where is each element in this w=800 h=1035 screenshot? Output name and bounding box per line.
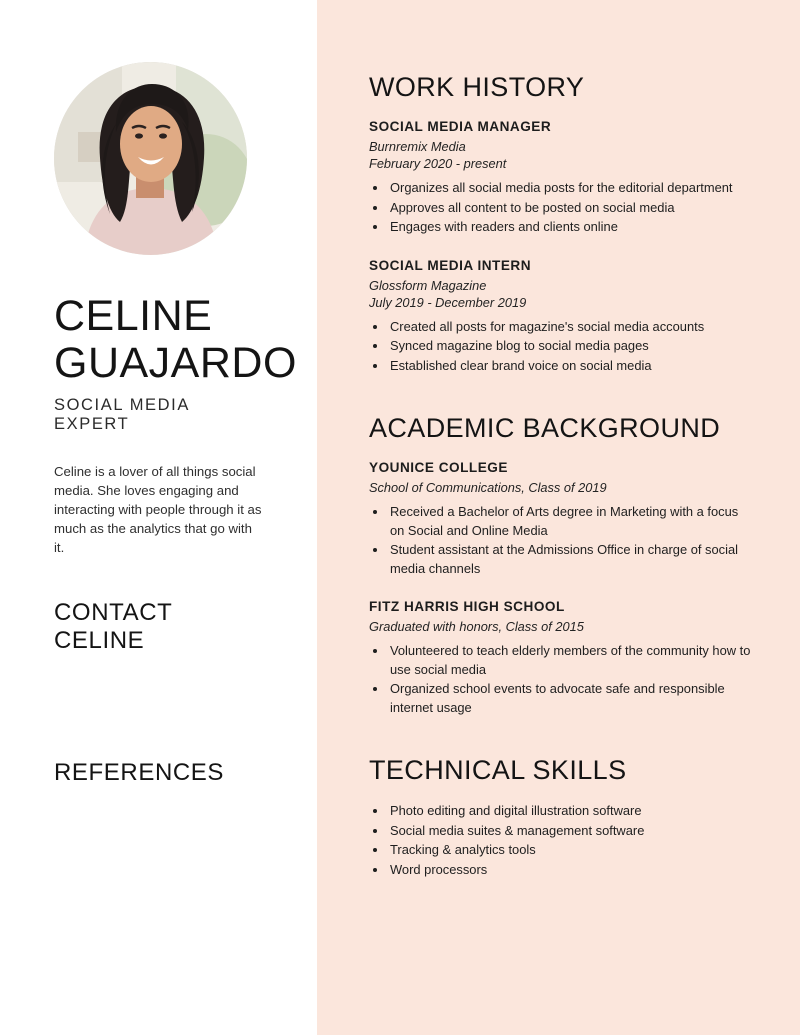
- work-bullets: [369, 318, 752, 376]
- education-bullets: [369, 503, 752, 578]
- education-entry: [369, 599, 752, 717]
- list-item: • Social media suites & management software: [388, 822, 752, 841]
- list-item: • Organized school events to advocate safe and responsible internet usage: [388, 680, 752, 717]
- work-company: Burnremix Media: [369, 139, 466, 154]
- work-entry: [369, 119, 752, 237]
- section-title-academic-background: ACADEMIC BACKGROUND: [369, 413, 721, 443]
- list-item: • Approves all content to be posted on social media: [388, 199, 752, 218]
- avatar: [54, 62, 247, 255]
- left-column: [0, 0, 317, 1035]
- school-name: YOUNICE COLLEGE: [369, 460, 508, 475]
- school-name: FITZ HARRIS HIGH SCHOOL: [369, 599, 565, 614]
- skills-list: [369, 802, 752, 879]
- section-title-work-history: WORK HISTORY: [369, 72, 585, 102]
- right-column: [317, 0, 800, 1035]
- list-item: • Established clear brand voice on social media: [388, 357, 752, 376]
- work-dates: July 2019 - December 2019: [369, 294, 527, 310]
- first-name: CELINE: [54, 292, 213, 340]
- references-heading: REFERENCES: [54, 759, 225, 786]
- list-item: • Organizes all social media posts for the editorial department: [388, 179, 752, 198]
- last-name: GUAJARDO: [54, 339, 297, 387]
- list-item: • Tracking & analytics tools: [388, 841, 752, 860]
- list-item: • Photo editing and digital illustration software: [388, 802, 752, 821]
- list-item: • Received a Bachelor of Arts degree in Marketing with a focus on Social and Online Media: [388, 503, 752, 540]
- work-position: SOCIAL MEDIA INTERN: [369, 257, 532, 273]
- work-entry: [369, 258, 752, 376]
- section-title-technical-skills: TECHNICAL SKILLS: [369, 755, 627, 785]
- list-item: • Created all posts for magazine's social media accounts: [388, 318, 752, 337]
- contact-heading: CONTACT CELINE: [54, 599, 172, 654]
- list-item: • Word processors: [388, 861, 752, 880]
- school-detail: School of Communications, Class of 2019: [369, 480, 607, 495]
- education-entry: [369, 460, 752, 578]
- list-item: • Synced magazine blog to social media pages: [388, 337, 752, 356]
- work-dates: February 2020 - present: [369, 156, 507, 171]
- school-detail: Graduated with honors, Class of 2015: [369, 619, 584, 634]
- job-role-subtitle: SOCIAL MEDIA EXPERT: [54, 396, 190, 433]
- work-company: Glossform Magazine: [369, 277, 487, 293]
- page-title: [54, 292, 297, 387]
- profile-summary: Celine is a lover of all things social media. She loves engaging and interacting with people through it as much as the analytics that go with it.: [54, 464, 262, 555]
- list-item: • Student assistant at the Admissions Office in charge of social media channels: [388, 541, 752, 578]
- list-item: • Engages with readers and clients online: [388, 218, 752, 237]
- work-position: SOCIAL MEDIA MANAGER: [369, 119, 552, 134]
- portrait-photo-icon: [54, 62, 247, 255]
- list-item: • Volunteered to teach elderly members of the community how to use social media: [388, 642, 752, 679]
- education-bullets: [369, 642, 752, 717]
- work-bullets: [369, 179, 752, 237]
